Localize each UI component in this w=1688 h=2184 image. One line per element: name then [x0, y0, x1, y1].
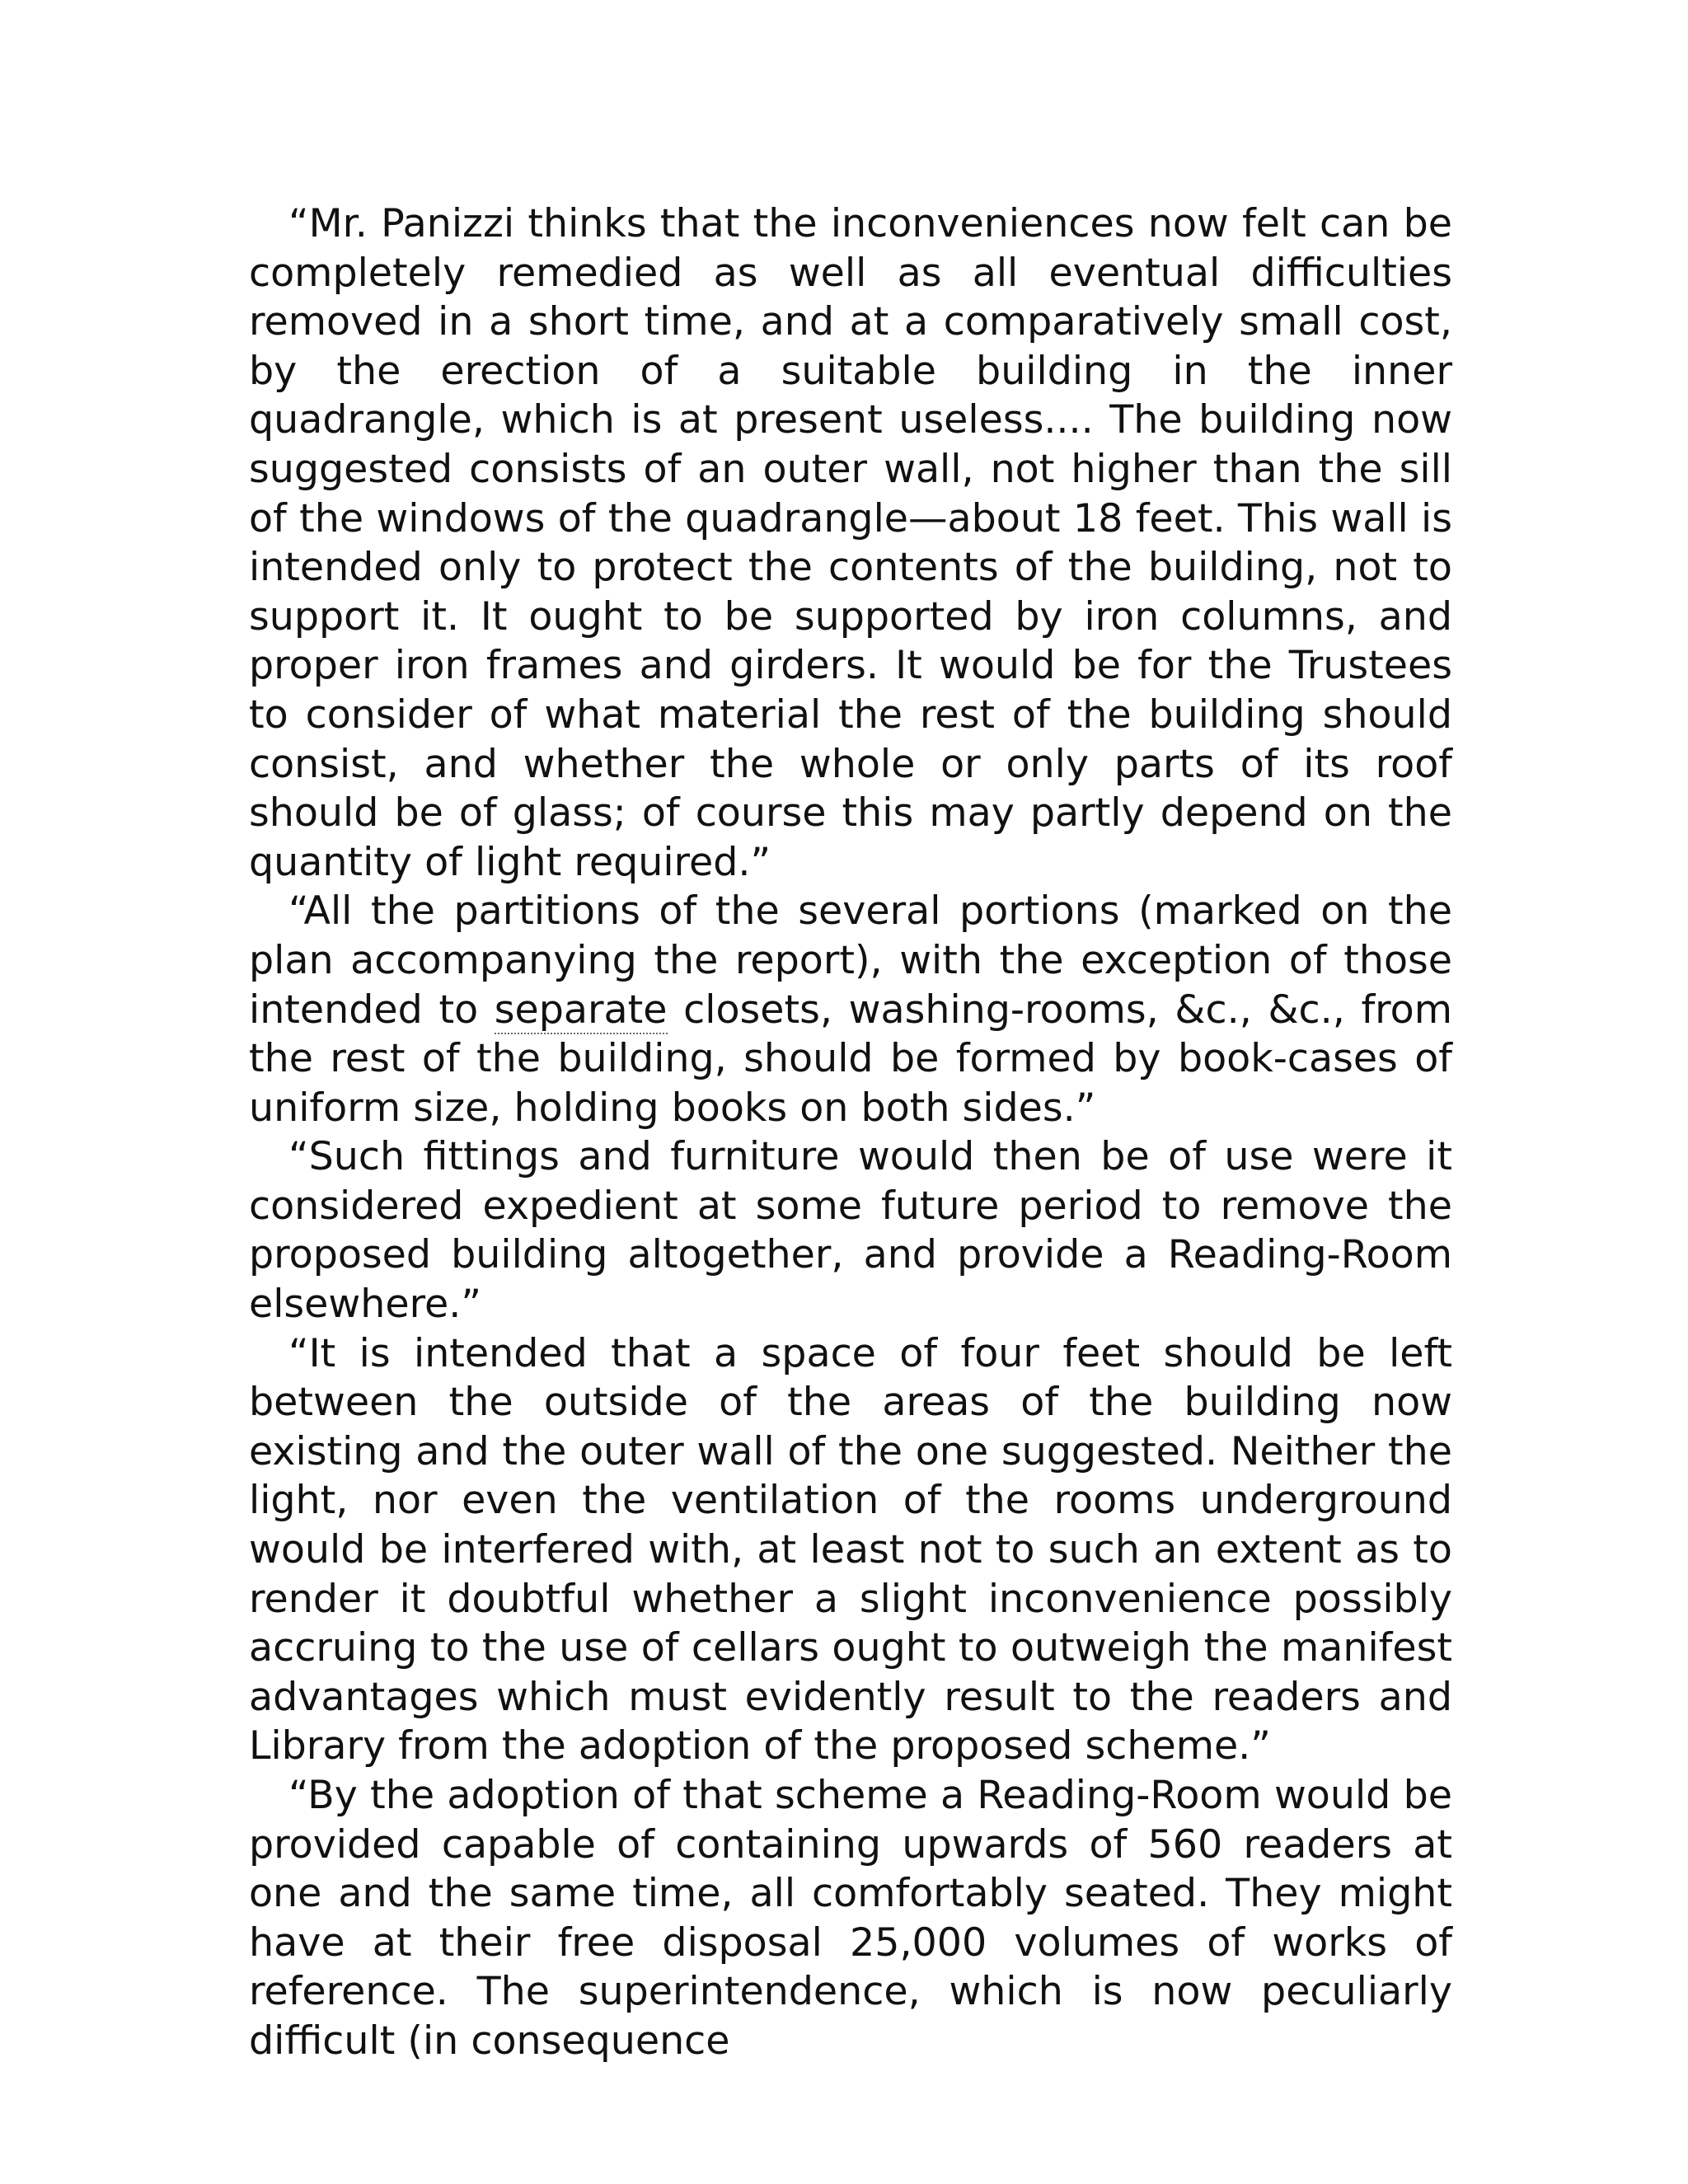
paragraph-4: “It is intended that a space of four feet should be left between the outside of the areas of the building now existing and the outer wall of the one suggested. Neither the light, nor even the ventilation of the rooms underground would be interfered with, at least not to such an extent as to render it doubtful whether a slight inconvenience possibly accruing to the use of cellars ought to outweigh the manifest advantages which must evidently result to the readers and Library from the adoption of the proposed scheme.” [249, 1330, 1452, 1769]
paragraph-2-part-2: closets, washing-rooms, &c., &c., from the rest of the building, should be formed by book-cases of uniform size, holding books on both sides.” [249, 987, 1452, 1131]
paragraph-2 [249, 887, 1452, 1132]
paragraph-2-part-1: “All the partitions of the several portions (marked on the plan accompanying the report), with the exception of those intended to [249, 888, 1452, 1033]
document-page [249, 199, 1452, 2066]
paragraph-5: “By the adoption of that scheme a Reading-Room would be provided capable of containing upwards of 560 readers at one and the same time, all comfortably seated. They might have at their free disposal 25,000 volumes of works of reference. The superintendence, which is now peculiarly difficult (in consequence [249, 1773, 1452, 2064]
paragraph-1: “Mr. Panizzi thinks that the inconveniences now felt can be completely remedied as well as all eventual difficulties removed in a short time, and at a comparatively small cost, by the erection of a suitable building in the inner quadrangle, which is at present useless.... The building now suggested consists of an outer wall, not higher than the sill of the windows of the quadrangle—about 18 feet. This wall is intended only to protect the contents of the building, not to support it. It ought to be supported by iron columns, and proper iron frames and girders. It would be for the Trustees to consider of what material the rest of the building should consist, and whether the whole or only parts of its roof should be of glass; of course this may partly depend on the quantity of light required.” [249, 201, 1452, 885]
tooltip-word-separate[interactable]: separate [494, 987, 668, 1033]
paragraph-3: “Such fittings and furniture would then be of use were it considered expedient at some future period to remove the proposed building altogether, and provide a Reading-Room elsewhere.” [249, 1134, 1452, 1328]
